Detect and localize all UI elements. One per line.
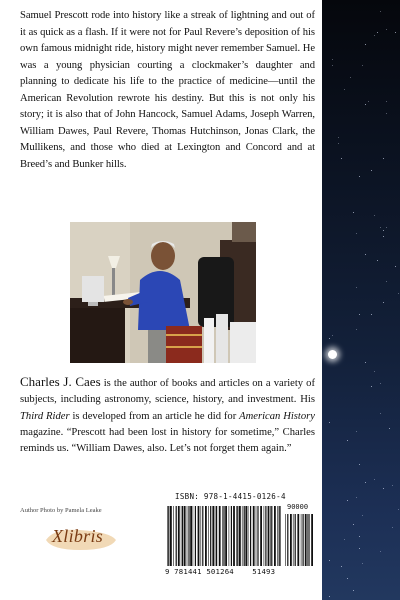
star-dot (386, 101, 387, 102)
star-dot (365, 104, 366, 105)
star-dot (383, 158, 384, 159)
star-dot (380, 227, 381, 228)
star-dot (359, 176, 360, 177)
star-dot (344, 539, 345, 540)
star-dot (389, 428, 390, 429)
star-dot (347, 500, 348, 501)
star-dot (380, 383, 381, 384)
magazine-title: American History (239, 410, 315, 422)
star-dot (371, 314, 372, 315)
star-dot (386, 227, 387, 228)
star-dot (383, 488, 384, 489)
star-dot (347, 440, 348, 441)
star-dot (329, 560, 330, 561)
star-dot (386, 29, 387, 30)
star-dot (398, 293, 399, 294)
star-dot (368, 101, 369, 102)
star-dot (332, 335, 333, 336)
star-dot (350, 77, 351, 78)
star-dot (374, 371, 375, 372)
star-dot (362, 65, 363, 66)
star-dot (338, 143, 339, 144)
star-dot (380, 11, 381, 12)
star-dot (365, 362, 366, 363)
star-dot (365, 44, 366, 45)
star-dot (329, 422, 330, 423)
star-dot (329, 338, 330, 339)
star-dot (380, 413, 381, 414)
star-dot (341, 566, 342, 567)
star-dot (332, 59, 333, 60)
star-dot (359, 536, 360, 537)
bio-text-1: is the author of books and articles on a variety of subjects, including astronomy, science, history, and investment. His (20, 378, 315, 406)
star-dot (353, 590, 354, 591)
star-dot (380, 551, 381, 552)
publisher-logo-text: Xlibris (52, 526, 104, 546)
star-dot (392, 527, 393, 528)
bio-text-2: is developed from an article he did for (69, 410, 240, 422)
star-dot (332, 65, 333, 66)
author-photo (70, 222, 256, 363)
star-dot (356, 431, 357, 432)
star-dot (359, 464, 360, 465)
star-dot (374, 479, 375, 480)
star-dot (362, 515, 363, 516)
star-dot (341, 158, 342, 159)
star-dot (383, 236, 384, 237)
star-dot (344, 89, 345, 90)
publisher-logo (44, 526, 119, 552)
barcode-area (165, 492, 315, 586)
star-dot (347, 578, 348, 579)
star-dot (356, 233, 357, 234)
star-dot (329, 596, 330, 597)
star-dot (371, 386, 372, 387)
star-dot (398, 509, 399, 510)
star-dot (395, 32, 396, 33)
starfield-strip (322, 0, 400, 600)
star-dot (374, 35, 375, 36)
star-dot (377, 260, 378, 261)
addon-number: 51493 (252, 567, 276, 576)
star-dot (374, 215, 375, 216)
star-dot (392, 485, 393, 486)
star-dot (359, 548, 360, 549)
book-blurb: Samuel Prescott rode into history like a streak of lightning and out of it as quick as a flash. If it were not for Paul Revere’s deposition of his own famous midnight ride, history might never remember Samuel. He was a young physician courting a clockmaker’s daughter and planning to dedicate his life to the practice of medicine—until the American Revolution rewrote his destiny. But this is not only his story; it is also that of John Hancock, Samuel Adams, Joseph Warren, William Dawes, Paul Revere, Thomas Hutchinson, Jonas Clark, the Mullikens, and those who died at Lexington and Concord and at Breed’s and Bunker hills. (20, 10, 315, 170)
ean-number: 9 781441 501264 (165, 567, 234, 576)
isbn-label: ISBN: 978-1-4415-0126-4 (175, 492, 286, 501)
author-name: Charles J. Caes (20, 374, 101, 389)
star-dot (395, 266, 396, 267)
star-dot (386, 281, 387, 282)
star-dot (377, 32, 378, 33)
star-dot (353, 524, 354, 525)
star-dot (353, 212, 354, 213)
addon-barcode (285, 514, 313, 566)
star-dot (365, 254, 366, 255)
photo-credit: Author Photo by Pamela Leake (20, 507, 102, 514)
star-dot (359, 314, 360, 315)
star-dot (386, 113, 387, 114)
bright-star (328, 350, 337, 359)
star-dot (338, 137, 339, 138)
star-dot (365, 482, 366, 483)
star-dot (362, 563, 363, 564)
star-dot (356, 329, 357, 330)
book-title-third-rider: Third Rider (20, 410, 70, 422)
star-dot (383, 230, 384, 231)
ean-digits (165, 567, 275, 576)
star-dot (356, 287, 357, 288)
price-code: 90000 (287, 503, 309, 511)
author-bio (20, 374, 315, 457)
ean-barcode (167, 506, 281, 566)
bio-text-3: magazine. “Prescott had been lost in history for sometime,” Charles reminds us. “William Dawes, also. Let’s not forget them again.” (20, 426, 315, 455)
star-dot (356, 497, 357, 498)
star-dot (371, 170, 372, 171)
star-dot (383, 302, 384, 303)
